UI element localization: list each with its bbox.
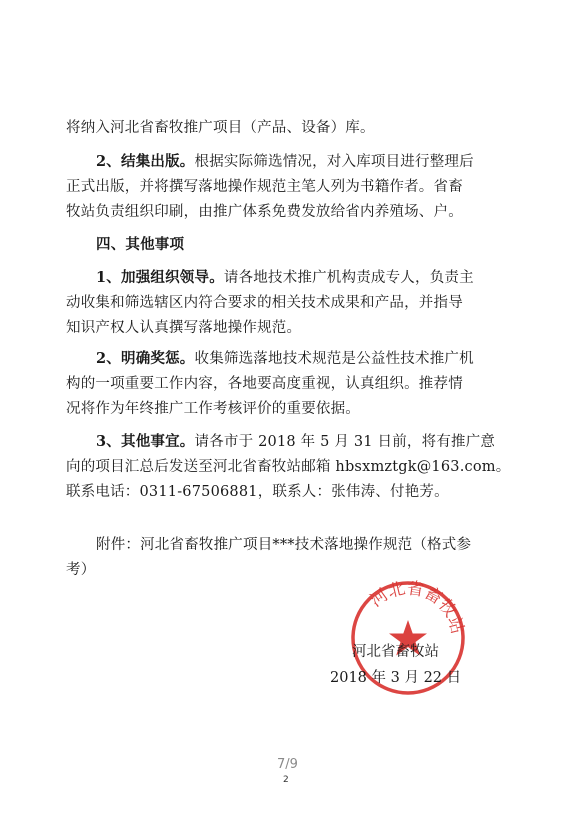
item-label: 1、加强组织领导。	[96, 269, 224, 286]
signature-date: 2018 年 3 月 22 日	[330, 670, 462, 686]
section-heading: 四、其他事项	[96, 236, 185, 253]
section-4-item-3-line-1	[96, 432, 495, 452]
item-text: 请各市于 2018 年 5 月 31 日前，将有推广意	[194, 434, 496, 450]
body-line: 况将作为年终推广工作考核评价的重要依据。	[66, 401, 360, 417]
body-line: 构的一项重要工作内容，各地要高度重视，认真组织。推荐情	[66, 376, 463, 392]
svg-text:河北省畜牧站	[367, 578, 468, 636]
attachment-line: 附件：河北省畜牧推广项目***技术落地操作规范（格式参	[96, 537, 472, 553]
section-4-item-1-line-1	[96, 268, 474, 288]
item-text: 根据实际筛选情况，对入库项目进行整理后	[194, 154, 474, 170]
signature-organization: 河北省畜牧站	[352, 644, 439, 660]
page-indicator: 7/9	[277, 757, 298, 772]
section-4-item-2-line-1	[96, 349, 474, 369]
body-line: 考）	[66, 562, 96, 578]
body-line: 正式出版，并将撰写落地操作规范主笔人列为书籍作者。省畜	[66, 179, 463, 195]
item-label: 3、其他事宜。	[96, 433, 195, 450]
item-text: 请各地技术推广机构责成专人，负责主	[223, 270, 474, 286]
body-line: 将纳入河北省畜牧推广项目（产品、设备）库。	[66, 120, 375, 136]
body-line: 向的项目汇总后发送至河北省畜牧站邮箱 hbsxmztgk@163.com。	[66, 459, 511, 475]
seal-text: 河北省畜牧站	[366, 578, 468, 637]
item-label: 2、结集出版。	[96, 153, 195, 170]
body-line: 知识产权人认真撰写落地操作规范。	[66, 320, 302, 336]
paragraph-2-line-1	[96, 152, 474, 172]
body-line: 动收集和筛选辖区内符合要求的相关技术成果和产品，并指导	[66, 295, 463, 311]
page-footer-number: 2	[283, 775, 289, 785]
body-line: 牧站负责组织印刷，由推广体系免费发放给省内养殖场、户。	[66, 204, 463, 220]
item-text: 收集筛选落地技术规范是公益性技术推广机	[194, 351, 474, 367]
body-line: 联系电话：0311-67506881，联系人：张伟涛、付艳芳。	[66, 484, 449, 500]
item-label: 2、明确奖惩。	[96, 350, 195, 367]
